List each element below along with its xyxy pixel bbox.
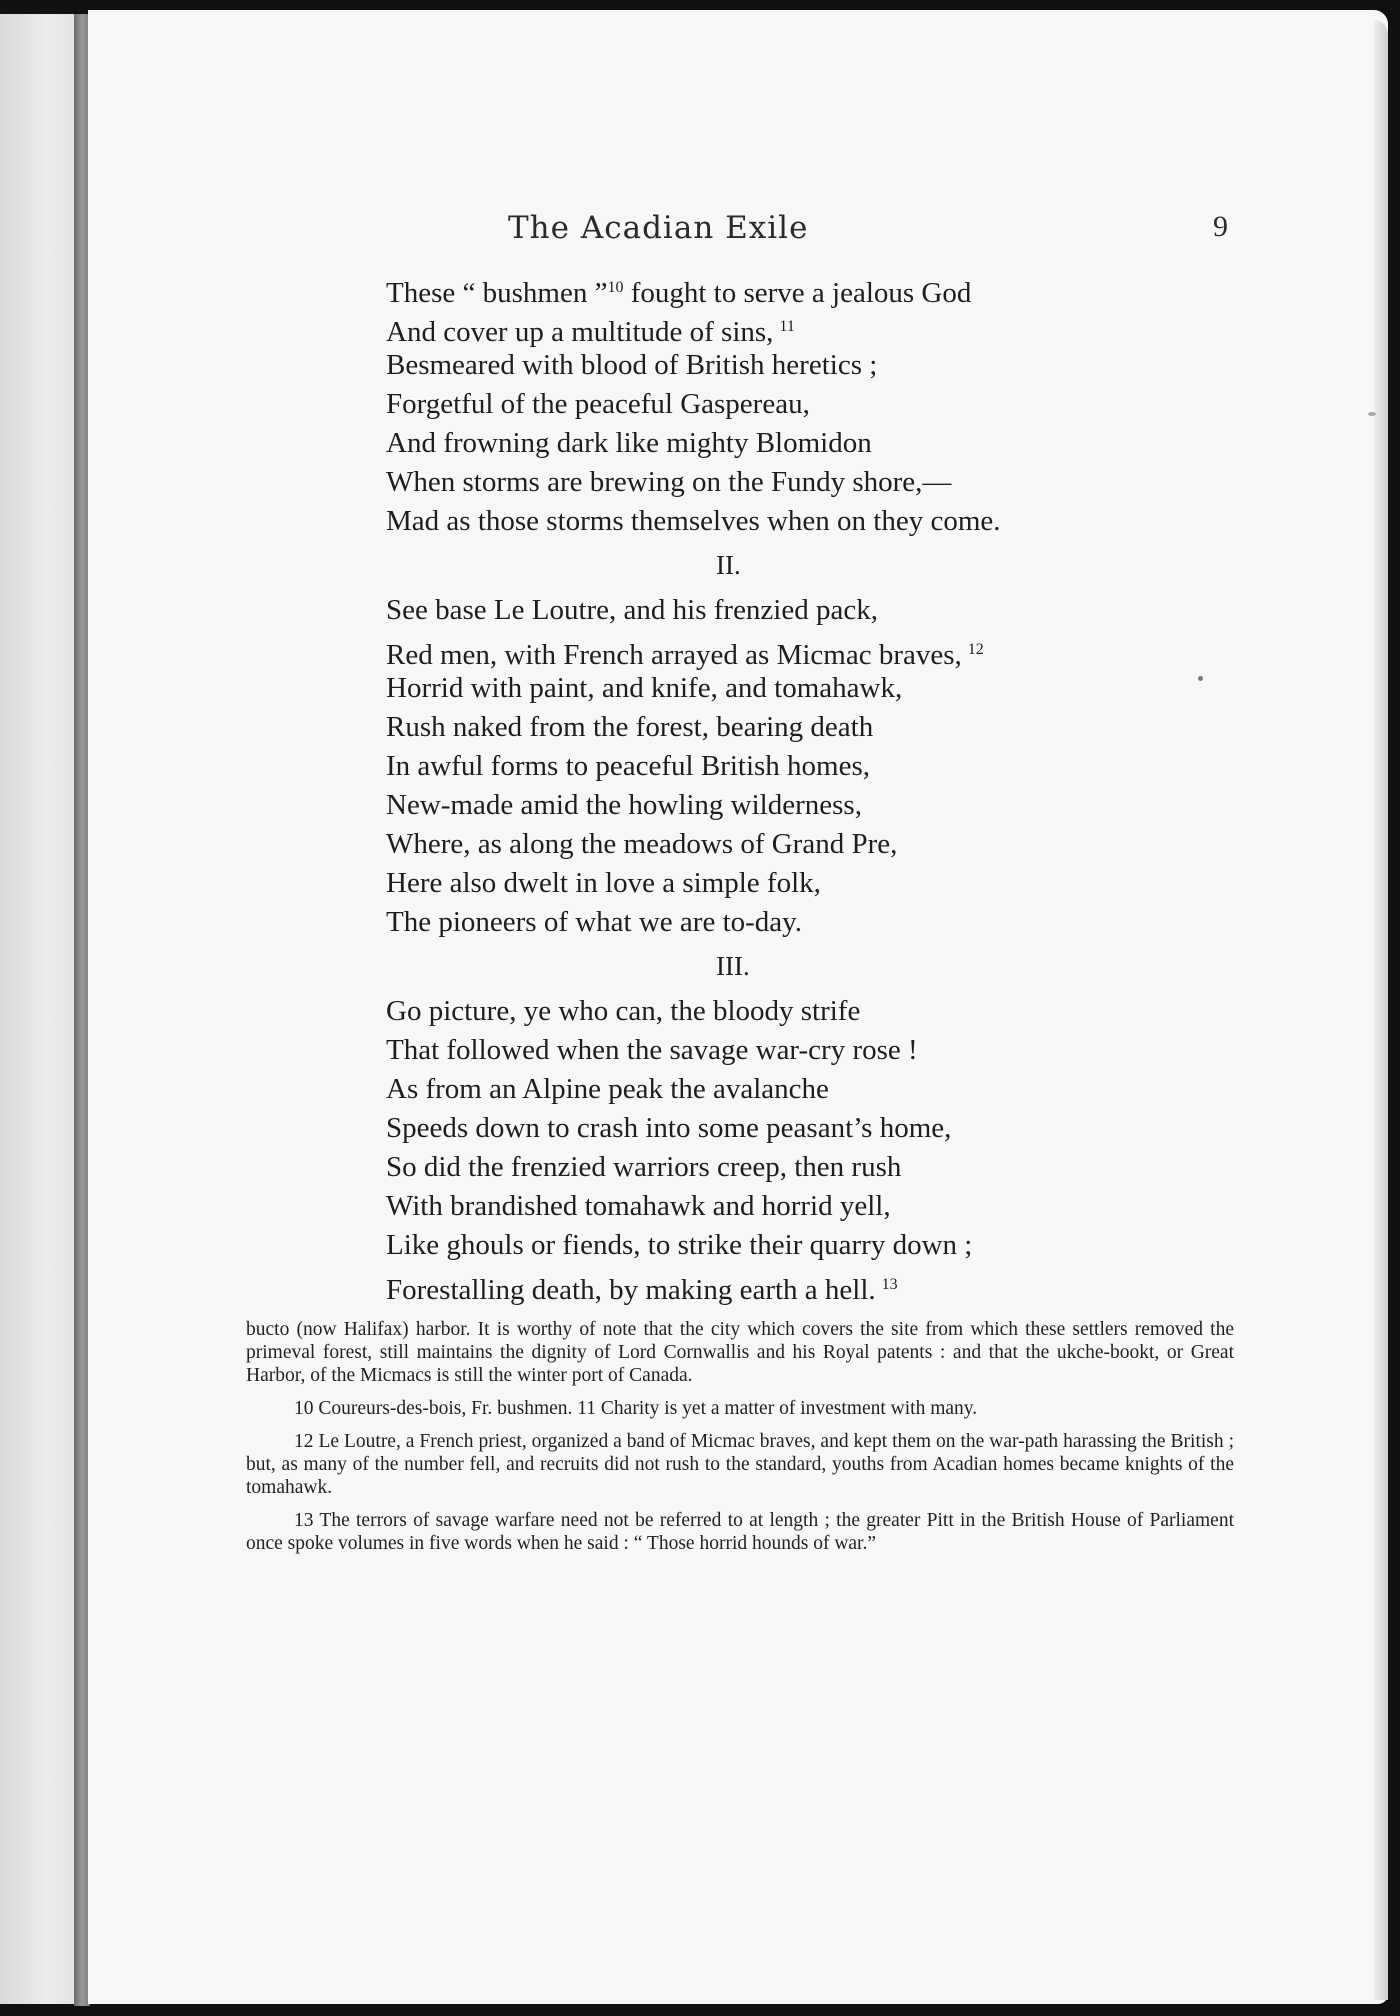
- footnote-ref: 11: [779, 318, 795, 335]
- footnote-ref: 10: [607, 279, 624, 296]
- poem-line: Besmeared with blood of British heretics ;: [386, 349, 878, 381]
- section-number: II.: [716, 550, 741, 580]
- poem-line: The pioneers of what we are to-day.: [386, 906, 803, 938]
- paper-speck: [1368, 412, 1376, 416]
- poem-line: Horrid with paint, and knife, and tomahawk,: [386, 672, 903, 704]
- poem-line: Forestalling death, by making earth a hell. $^{13}$: [386, 1274, 898, 1306]
- poem-line: Go picture, ye who can, the bloody strife: [386, 995, 861, 1027]
- page-edge-shadow: [1374, 20, 1388, 2000]
- footnote-ref: 13: [881, 1276, 898, 1293]
- poem-line: Where, as along the meadows of Grand Pre,: [386, 828, 898, 860]
- poem-line: See base Le Loutre, and his frenzied pack,: [386, 594, 878, 626]
- poem-line: Red men, with French arrayed as Micmac braves, $^{12}$: [386, 639, 984, 671]
- footnote-12: 12 Le Loutre, a French priest, organized a band of Micmac braves, and kept them on the war-path harassing the British ; but, as many of the number fell, and recruits did not rush to the standard, youths from Acadian homes became knights of the tomahawk.: [246, 1431, 1234, 1498]
- running-head: [508, 210, 1228, 254]
- poem-line: When storms are brewing on the Fundy shore,—: [386, 466, 952, 498]
- poem-line: That followed when the savage war-cry rose !: [386, 1034, 918, 1066]
- poem-line: In awful forms to peaceful British homes,: [386, 750, 871, 782]
- section-number: III.: [716, 951, 750, 981]
- footnote-10-11: 10 Coureurs-des-bois, Fr. bushmen. 11 Charity is yet a matter of investment with many.: [294, 1398, 978, 1419]
- poem-line: Here also dwelt in love a simple folk,: [386, 867, 821, 899]
- poem-line: Speeds down to crash into some peasant’s home,: [386, 1112, 952, 1144]
- poem-body: [386, 268, 1286, 1304]
- poem-line: As from an Alpine peak the avalanche: [386, 1073, 829, 1105]
- footnote-ref: 12: [967, 641, 984, 658]
- footnotes: [246, 1318, 1234, 1565]
- paper-speck: [1198, 676, 1203, 681]
- poem-line: These “ bushmen ”$^{10}$ fought to serve a jealous God: [386, 277, 972, 309]
- running-title: The Acadian Exile: [508, 210, 809, 246]
- page-number: 9: [1213, 210, 1228, 243]
- poem-line: So did the frenzied warriors creep, then rush: [386, 1151, 902, 1183]
- footnote-13: 13 The terrors of savage warfare need not be referred to at length ; the greater Pitt in the British House of Parliament once spoke volumes in five words when he said : “ Those horrid hounds of war.”: [246, 1510, 1234, 1554]
- poem-line: Mad as those storms themselves when on they come.: [386, 505, 1001, 537]
- poem-line: And cover up a multitude of sins, $^{11}$: [386, 316, 795, 348]
- footnote-continued: bucto (now Halifax) harbor. It is worthy of note that the city which covers the site from which these settlers removed the primeval forest, still maintains the dignity of Lord Cornwallis and his Royal patents : and that the ukche-bookt, or Great Harbor, of the Micmacs is still the winter port of Canada.: [246, 1319, 1234, 1386]
- poem-line: Rush naked from the forest, bearing death: [386, 711, 874, 743]
- poem-line: Like ghouls or fiends, to strike their quarry down ;: [386, 1229, 973, 1261]
- poem-line: With brandished tomahawk and horrid yell,: [386, 1190, 891, 1222]
- poem-line: And frowning dark like mighty Blomidon: [386, 427, 872, 459]
- poem-line: New-made amid the howling wilderness,: [386, 789, 862, 821]
- facing-page-edge: [0, 14, 78, 2004]
- poem-line: Forgetful of the peaceful Gaspereau,: [386, 388, 810, 420]
- book-page: [88, 10, 1388, 2004]
